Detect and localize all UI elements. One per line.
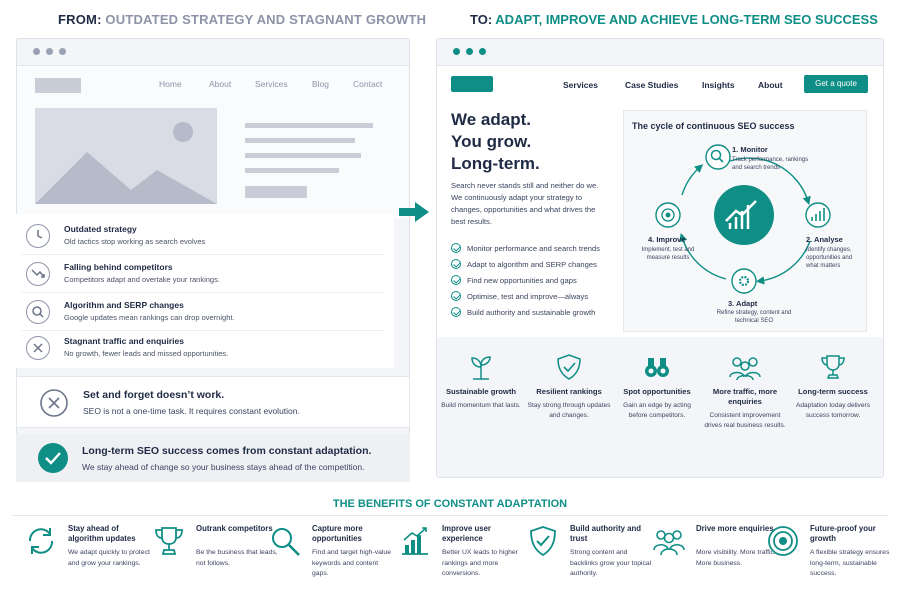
trend-down-icon <box>26 262 50 286</box>
outdated-site-page <box>17 65 409 219</box>
benefit-item <box>791 353 875 420</box>
checklist-item <box>451 307 595 317</box>
hero-line-1: We adapt. <box>451 110 531 129</box>
logo <box>451 76 493 92</box>
to-rest: ADAPT, IMPROVE AND ACHIEVE LONG-TERM SEO SUCCESS <box>495 12 878 27</box>
nav-services[interactable]: Services <box>563 80 598 90</box>
target-icon <box>766 524 800 558</box>
button-placeholder <box>245 186 307 198</box>
nav-case-studies[interactable]: Case Studies <box>625 80 679 90</box>
benefit-title: Future-proof your growth <box>810 524 876 543</box>
benefit-desc: More visibility. More traffic. More business. <box>696 549 776 567</box>
adaptive-site-window <box>436 38 884 478</box>
cycle-step-desc: Refine strategy, content and technical SEO <box>716 310 792 324</box>
text-line-placeholder <box>245 123 373 128</box>
nav-blog[interactable]: Blog <box>312 79 330 89</box>
callout-desc: SEO is not a one-time task. It requires constant evolution. <box>83 406 300 416</box>
checklist-text: Monitor performance and search trends <box>467 244 600 253</box>
benefit-title: Outrank competitors <box>196 524 273 533</box>
benefit-item <box>527 353 611 420</box>
problem-desc: No growth, fewer leads and missed opportunities. <box>64 349 229 358</box>
x-circle-icon <box>39 388 69 418</box>
get-quote-button[interactable]: Get a quote <box>804 75 868 93</box>
problem-title: Stagnant traffic and enquiries <box>64 336 184 346</box>
checklist-item <box>451 275 577 285</box>
window-dot <box>479 48 486 55</box>
window-dot <box>59 48 66 55</box>
people-icon <box>728 353 762 381</box>
benefit-title: Resilient rankings <box>536 387 602 396</box>
cycle-step-desc: Identify changes, opportunities and what matters <box>806 247 853 269</box>
nav-contact[interactable]: Contact <box>353 79 383 89</box>
window-dots <box>33 48 66 55</box>
checklist-item <box>451 243 600 253</box>
check-icon <box>451 291 461 301</box>
cycle-step-desc: Track performance, rankings and search trends <box>732 157 809 171</box>
checklist-item <box>451 291 588 301</box>
check-icon <box>451 307 461 317</box>
adaptive-site-page <box>437 65 883 337</box>
check-circle-icon <box>37 442 69 474</box>
benefit-desc: Better UX leads to higher rankings and more conversions. <box>442 549 518 577</box>
benefit-desc: Gain an edge by acting before competitors. <box>623 402 691 419</box>
arrow-right-icon <box>397 200 431 224</box>
window-dots <box>453 48 486 55</box>
benefit-desc: Find and target high-value keywords and content gaps. <box>312 549 391 577</box>
benefit-title: Capture more opportunities <box>312 524 363 543</box>
benefit-desc: Stay strong through updates and changes. <box>527 402 611 419</box>
problem-desc: Old tactics stop working as search evolves <box>64 237 206 246</box>
nav-insights[interactable]: Insights <box>702 80 735 90</box>
set-and-forget-callout <box>16 376 410 428</box>
check-icon <box>451 243 461 253</box>
shield-check-icon <box>555 353 583 381</box>
benefit-title: Long-term success <box>798 387 868 396</box>
divider <box>22 292 384 293</box>
text-line-placeholder <box>245 138 355 143</box>
benefit-item <box>439 353 523 411</box>
to-prefix: TO: <box>470 12 493 27</box>
divider <box>22 254 384 255</box>
trophy-icon <box>819 353 847 381</box>
problem-title: Algorithm and SERP changes <box>64 300 184 310</box>
magnifier-icon <box>268 524 302 558</box>
window-dot <box>453 48 460 55</box>
search-icon <box>26 300 50 324</box>
benefit-title: Spot opportunities <box>623 387 691 396</box>
callout-desc: We stay ahead of change so your business stays ahead of the competition. <box>82 462 365 472</box>
shield-check-icon <box>526 524 560 558</box>
problem-item <box>16 334 386 368</box>
trophy-icon <box>152 524 186 558</box>
problem-title: Outdated strategy <box>64 224 137 234</box>
sprout-icon <box>467 353 495 381</box>
benefit-title: Stay ahead of algorithm updates <box>68 524 136 543</box>
benefit-title: Build authority and trust <box>570 524 642 543</box>
benefit-desc: Strong content and backlinks grow your topical authority. <box>570 549 652 577</box>
long-term-callout <box>16 434 410 482</box>
from-prefix: FROM: <box>58 12 102 27</box>
benefit-desc: Build momentum that lasts. <box>441 402 521 409</box>
benefit-desc: Consistent improvement drives real business results. <box>704 412 786 429</box>
mountain-image-icon <box>35 108 217 204</box>
benefit-title: More traffic, more enquiries <box>712 387 778 406</box>
logo-placeholder <box>35 78 81 93</box>
benefit-desc: Be the business that leads, not follows. <box>196 549 278 567</box>
checklist-text: Adapt to algorithm and SERP changes <box>467 260 597 269</box>
nav-about[interactable]: About <box>758 80 783 90</box>
problem-list <box>16 214 394 368</box>
cycle-step-title: 4. Improve <box>648 235 686 244</box>
hero-paragraph: Search never stands still and neither do we. We continuously adapt your strategy to changes, opportunities and what drives the best results. <box>451 181 599 226</box>
callout-title: Set and forget doesn’t work. <box>83 389 225 401</box>
problem-item <box>16 222 386 256</box>
benefits-heading: THE BENEFITS OF CONSTANT ADAPTATION <box>332 498 568 510</box>
benefit-desc: Adaptation today delivers success tomorrow. <box>795 402 871 419</box>
window-dot <box>46 48 53 55</box>
divider <box>12 515 888 516</box>
hero-line-2: You grow. <box>451 132 532 151</box>
cycle-step-title: 2. Analyse <box>806 235 843 244</box>
cycle-step-title: 1. Monitor <box>732 145 768 154</box>
people-icon <box>652 524 686 558</box>
x-circle-icon <box>26 336 50 360</box>
problem-item <box>16 260 386 294</box>
binoculars-icon <box>643 353 671 381</box>
problem-desc: Competitors adapt and overtake your rankings. <box>64 275 220 284</box>
checklist-item <box>451 259 597 269</box>
benefit-desc: We adapt quickly to protect and grow your rankings. <box>68 549 150 567</box>
window-dot <box>466 48 473 55</box>
from-rest: OUTDATED STRATEGY AND STAGNANT GROWTH <box>105 12 427 27</box>
divider <box>22 330 384 331</box>
cycle-step-desc: Implement, test and measure results <box>641 247 695 261</box>
bar-chart-icon <box>398 524 432 558</box>
checklist-text: Find new opportunities and gaps <box>467 276 577 285</box>
hero-line-3: Long-term. <box>451 154 540 173</box>
nav-about[interactable]: About <box>209 79 232 89</box>
window-dot <box>33 48 40 55</box>
to-heading <box>470 12 878 27</box>
problem-desc: Google updates mean rankings can drop overnight. <box>64 313 235 322</box>
problem-item <box>16 298 386 332</box>
text-line-placeholder <box>245 153 361 158</box>
cycle-title: The cycle of continuous SEO success <box>632 121 795 131</box>
from-heading <box>58 12 426 27</box>
problem-title: Falling behind competitors <box>64 262 173 272</box>
benefit-title: Improve user experience <box>442 524 491 543</box>
check-icon <box>451 275 461 285</box>
checklist-text: Build authority and sustainable growth <box>467 308 596 317</box>
benefit-title: Sustainable growth <box>445 387 517 396</box>
checklist-text: Optimise, test and improve—always <box>467 292 589 301</box>
nav-home[interactable]: Home <box>159 79 182 89</box>
text-line-placeholder <box>245 168 339 173</box>
callout-title: Long-term SEO success comes from constant adaptation. <box>82 445 372 457</box>
nav-services[interactable]: Services <box>255 79 288 89</box>
cycle-step-title: 3. Adapt <box>728 299 758 308</box>
right-benefits <box>437 343 883 463</box>
clock-icon <box>26 224 50 248</box>
benefit-title: Drive more enquiries <box>696 524 774 533</box>
image-placeholder <box>35 108 217 204</box>
benefit-desc: A flexible strategy ensures long-term, sustainable success. <box>810 549 890 577</box>
check-icon <box>451 259 461 269</box>
seo-cycle-card <box>623 110 867 332</box>
benefit-item <box>703 353 787 430</box>
refresh-icon <box>24 524 58 558</box>
benefit-item <box>615 353 699 420</box>
